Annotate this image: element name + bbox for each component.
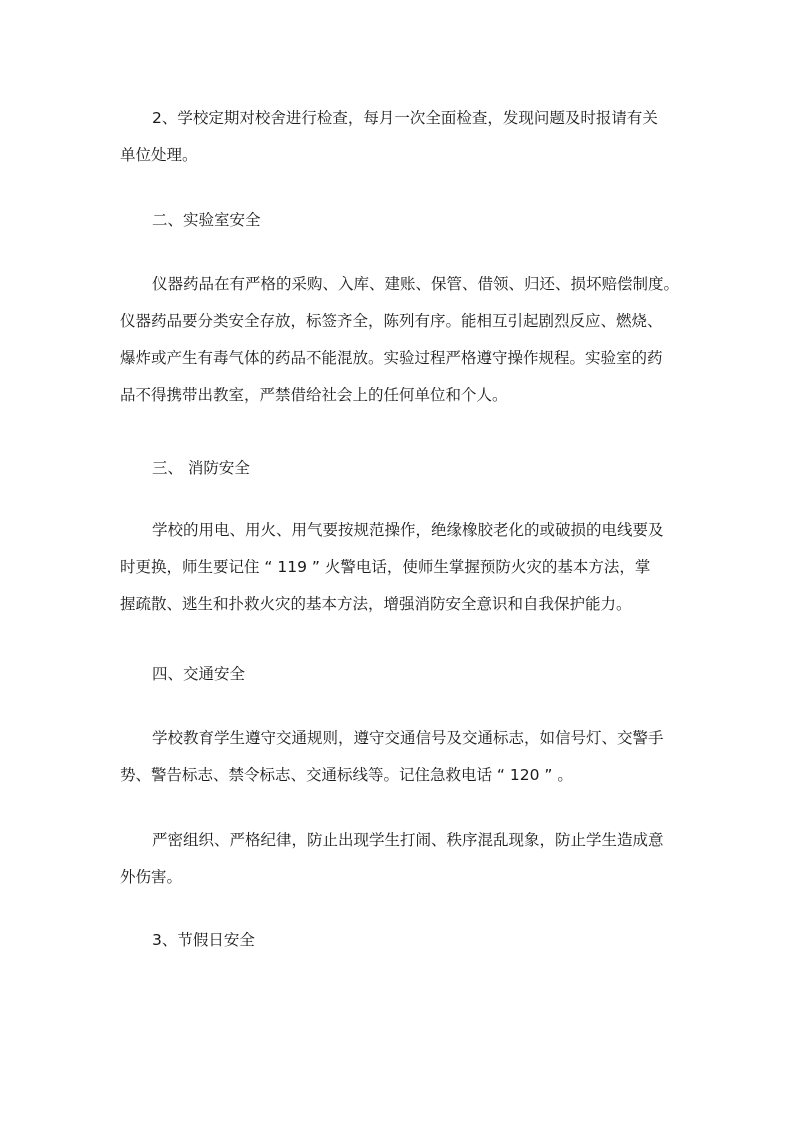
- paragraph-line: 仪器药品要分类安全存放，标签齐全，陈列有序。能相互引起剧烈反应、燃烧、: [120, 312, 663, 330]
- paragraph-discipline: [120, 822, 680, 896]
- heading-holiday-safety: 3、节假日安全: [152, 931, 255, 949]
- paragraph-line: 2、学校定期对校舍进行检查，每月一次全面检查，发现问题及时报请有关: [152, 109, 658, 127]
- paragraph-lab-safety: [120, 266, 680, 414]
- paragraph-line: 势、警告标志、禁令标志、交通标线等。记住急救电话 “ 120 ” 。: [120, 766, 573, 784]
- paragraph-line: 外伤害。: [120, 868, 183, 886]
- paragraph-line: 学校教育学生遵守交通规则，遵守交通信号及交通标志，如信号灯、交警手: [152, 729, 664, 747]
- paragraph-line: 严密组织、严格纪律，防止出现学生打闹、秩序混乱现象，防止学生造成意: [152, 831, 664, 849]
- heading-lab-safety: 二、实验室安全: [152, 211, 261, 229]
- paragraph-line: 时更换，师生要记住 “ 119 ” 火警电话，使师生掌握预防火灾的基本方法，掌: [120, 558, 651, 576]
- paragraph-traffic-safety: [120, 720, 680, 794]
- paragraph-line: 品不得携带出教室，严禁借给社会上的任何单位和个人。: [120, 386, 508, 404]
- paragraph-line: 仪器药品在有严格的采购、入库、建账、保管、借领、归还、损坏赔偿制度。: [152, 275, 680, 293]
- paragraph-fire-safety: [120, 512, 680, 623]
- heading-traffic-safety: 四、交通安全: [152, 665, 246, 683]
- paragraph-inspection: [120, 100, 680, 174]
- paragraph-line: 单位处理。: [120, 146, 198, 164]
- heading-fire-safety: 三、 消防安全: [152, 459, 250, 477]
- paragraph-line: 学校的用电、用火、用气要按规范操作，绝缘橡胶老化的或破损的电线要及: [152, 521, 664, 539]
- paragraph-line: 握疏散、逃生和扑救火灾的基本方法，增强消防安全意识和自我保护能力。: [120, 595, 632, 613]
- paragraph-line: 爆炸或产生有毒气体的药品不能混放。实验过程严格遵守操作规程。实验室的药: [120, 349, 663, 367]
